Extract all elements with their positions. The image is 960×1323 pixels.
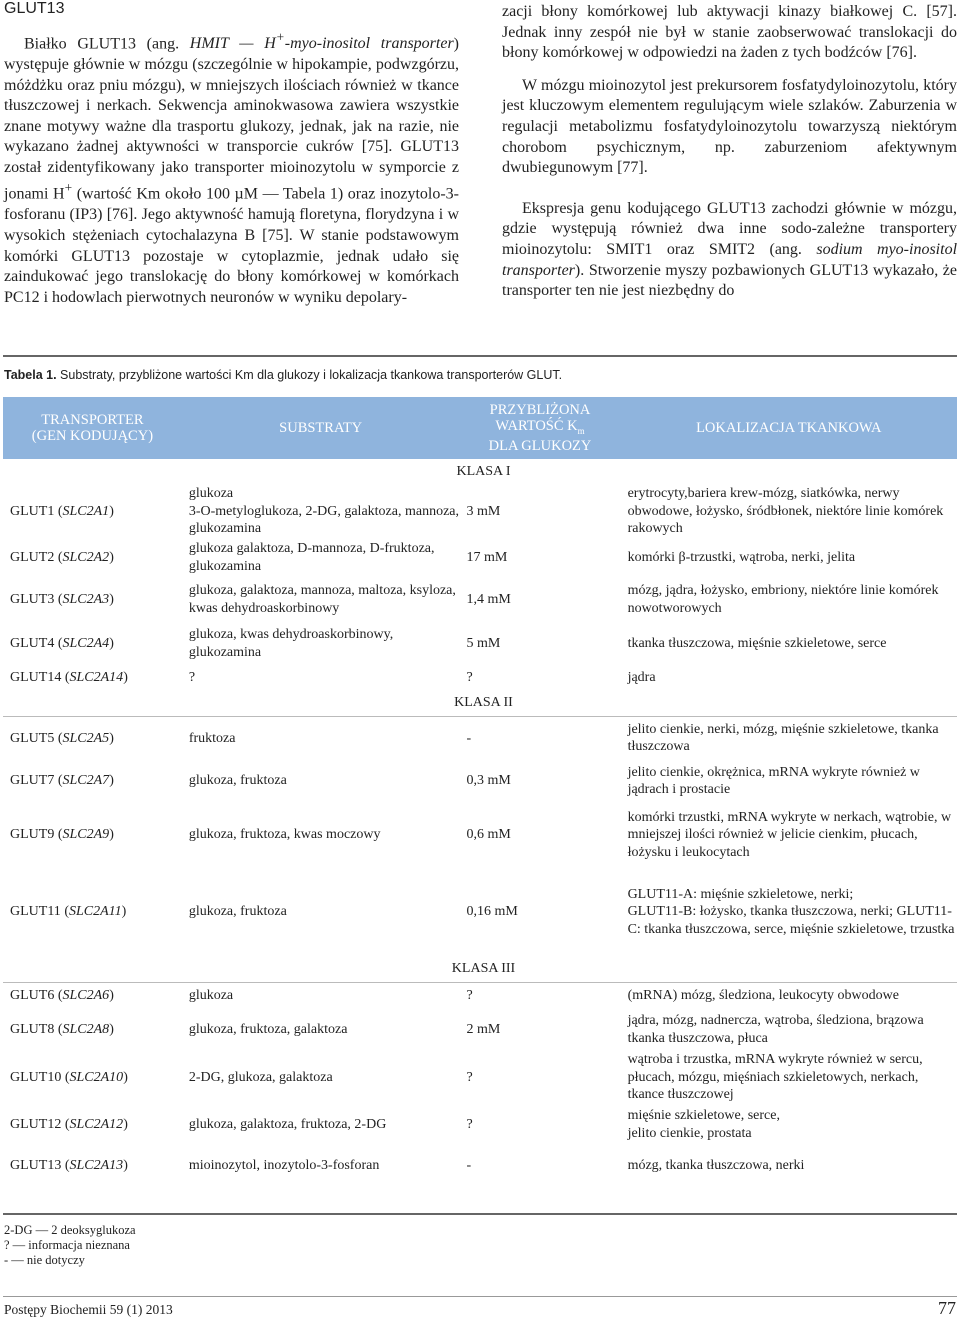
text-column-right [502, 2, 957, 302]
cell-location: jądra, mózg, nadnercza, wątroba, śledziona, brązowa tkanka tłuszczowa, płuca [627, 1013, 924, 1046]
cell-location: komórki trzustki, mRNA wykryte w nerkach, wątrobie, w mniejszej ilości również w jelicie cienkim, płucach, łożysku i leukocytach [627, 809, 952, 860]
table-row [3, 485, 957, 538]
cell-substrates: glukoza [182, 983, 460, 1009]
table-row [3, 1105, 957, 1145]
cell-location: (mRNA) mózg, śledziona, leukocyty obwodowe [621, 983, 957, 1009]
cell-substrates: glukoza, fruktoza [188, 904, 287, 920]
cell-transporter: GLUT3 (SLC2A3) [10, 591, 114, 607]
cell-substrates: mioinozytol, inozytolo-3-fosforan [188, 1157, 380, 1173]
cell-km: ? [466, 1116, 473, 1132]
page-number: 77 [938, 1298, 956, 1318]
footnote: - — nie dotyczy [4, 1253, 85, 1267]
table-row [3, 802, 957, 868]
header-substraty: SUBSTRATY [182, 397, 460, 459]
cell-transporter: GLUT9 (SLC2A9) [10, 827, 114, 843]
table-row [3, 760, 957, 802]
journal-name: Postępy Biochemii 59 (1) 2013 [4, 1302, 173, 1317]
paragraph: W mózgu mioinozytol jest prekursorem fosfatydyloinozytolu, który jest kluczowym elementem regulującym wiele szlaków. Zaburzenia w regulacji metabolizmu fosfatydyloinozytolu towarzyszą niektórym chorobom psychicznym, np. zaburzeniom afektywnym dwubiegunowym [77]. [502, 76, 957, 177]
cell-km: 5 mM [466, 635, 501, 651]
cell-substrates: glukoza, kwas dehydroaskorbinowy, glukozamina [188, 627, 394, 660]
cell-substrates: ? [188, 669, 196, 685]
cell-substrates: glukoza 3-O-metyloglukoza, 2-DG, galaktoza, mannoza, glukozamina [188, 486, 460, 536]
cell-transporter: GLUT8 (SLC2A8) [10, 1021, 114, 1037]
cell-km: - [466, 1157, 472, 1173]
table-row [3, 1009, 957, 1051]
table-row [3, 578, 957, 622]
section-title: GLUT13 [4, 0, 65, 17]
cell-km: 3 mM [466, 503, 501, 519]
paragraph: Ekspresja genu kodującego GLUT13 zachodzi głównie w mózgu, gdzie występują również dwa inne sodo-zależne transportery mioinozytolu: SMIT1 oraz SMIT2 (ang. sodium myo-inositol transporter). Stworzenie myszy pozbawionych GLUT13 wykazało, że transporter ten nie jest niezbędny do [502, 199, 958, 300]
table-row [3, 538, 957, 578]
cell-substrates: glukoza, galaktoza, fruktoza, 2-DG [188, 1116, 387, 1132]
footnote: ? — informacja nieznana [4, 1238, 130, 1252]
cell-km: 0,6 mM [466, 827, 511, 843]
cell-transporter: GLUT7 (SLC2A7) [10, 773, 114, 789]
cell-transporter: GLUT10 (SLC2A10) [10, 1069, 128, 1085]
cell-location: mięśnie szkieletowe, serce, jelito cienkie, prostata [627, 1108, 780, 1141]
cell-transporter: GLUT2 (SLC2A2) [10, 549, 114, 565]
divider [3, 355, 957, 357]
cell-km: 17 mM [466, 549, 508, 565]
cell-km: ? [459, 983, 620, 1009]
table-row [3, 622, 957, 666]
text-column-left [4, 28, 459, 308]
cell-location: jądra [627, 669, 656, 685]
cell-location: tkanka tłuszczowa, mięśnie szkieletowe, serce [627, 635, 887, 651]
cell-location: erytrocyty,bariera krew-mózg, siatkówka, nerwy obwodowe, łożysko, śródbłonek, niektóre linie komórek rakowych [627, 486, 944, 536]
footnote: 2-DG — 2 deoksyglukoza [4, 1223, 136, 1237]
class-row [3, 956, 957, 983]
cell-km: 1,4 mM [466, 591, 511, 607]
paragraph: zacji błony komórkowej lub aktywacji kinazy białkowej C. [57]. Jednak inny zespół nie był w stanie zaobserwować translokacji do błony komórkowej w odpowiedzi na żaden z tych bodźców [76]. [502, 3, 957, 62]
cell-substrates: fruktoza [182, 716, 460, 760]
divider [3, 1213, 957, 1215]
cell-location: mózg, tkanka tłuszczowa, nerki [627, 1157, 805, 1173]
cell-km: ? [466, 669, 473, 685]
class-label: KLASA II [454, 694, 513, 710]
header-km: PRZYBLIŻONA WARTOŚĆ $K_m$ DLA GLUKOZY [459, 397, 620, 459]
cell-substrates: 2-DG, glukoza, galaktoza [188, 1069, 333, 1085]
header-lokalizacja: LOKALIZACJA TKANKOWA [621, 397, 957, 459]
cell-substrates: glukoza, galaktoza, mannoza, maltoza, ksyloza, kwas dehydroaskorbinowy [188, 583, 456, 616]
table-row [3, 666, 957, 690]
cell-transporter: GLUT4 (SLC2A4) [10, 635, 114, 651]
class-label: KLASA I [456, 464, 511, 480]
cell-substrates: glukoza galaktoza, D-mannoza, D-fruktoza, glukozamina [188, 541, 435, 574]
cell-substrates: glukoza, fruktoza [188, 773, 287, 789]
cell-location: komórki β-trzustki, wątroba, nerki, jelita [627, 549, 856, 565]
cell-location: jelito cienkie, nerki, mózg, mięśnie szkieletowe, tkanka tłuszczowa [621, 716, 957, 760]
table-row [3, 1145, 957, 1187]
class-label: KLASA III [451, 961, 516, 977]
class-row [3, 459, 957, 485]
cell-transporter: GLUT5 (SLC2A5) [3, 716, 182, 760]
cell-km: 0,16 mM [466, 904, 518, 920]
footnotes [4, 1223, 136, 1268]
table-row [3, 983, 957, 1009]
table-caption: Tabela 1. Substraty, przybliżone wartości Km dla glukozy i lokalizacja tkankowa transporterów GLUT. [4, 368, 563, 382]
cell-location: GLUT11-A: mięśnie szkieletowe, nerki; GLUT11-B: łożysko, tkanka tłuszczowa, nerki; GLUT11-C: tkanka tłuszczowa, serce, mięśnie szkieletowe, trzustka [627, 886, 955, 937]
cell-location: jelito cienkie, okrężnica, mRNA wykryte również w jądrach i prostacie [627, 764, 920, 797]
table-body [3, 459, 957, 1187]
cell-transporter: GLUT12 (SLC2A12) [10, 1116, 128, 1132]
table-row [3, 868, 957, 956]
cell-transporter: GLUT14 (SLC2A14) [10, 669, 128, 685]
cell-km: ? [466, 1069, 473, 1085]
cell-location: mózg, jądra, łożysko, embriony, niektóre linie komórek nowotworowych [627, 583, 939, 616]
cell-km: - [459, 716, 620, 760]
cell-location: wątroba i trzustka, mRNA wykryte również w sercu, płucach, mózgu, mięśniach szkieletowych, nerkach, tkance tłuszczowej [627, 1052, 923, 1103]
cell-substrates: glukoza, fruktoza, galaktoza [188, 1021, 348, 1037]
paragraph: Białko GLUT13 (ang. HMIT — H+-myo-inositol transporter) występuje głównie w mózgu (szczególnie w hipokampie, podwzgórzu, móżdżku oraz pniu mózgu), w mniejszych ilościach również w tkance tłuszczowej i nerkach. Sekwencja aminokwasowa zawiera wszystkie znane motywy ważne dla trasportu glukozy, jednak, jak na razie, nie wykazano żadnej aktywności w transporcie cukrów [75]. GLUT13 został zidentyfikowany jako transporter mioinozytolu w symporcie z jonami H+ (wartość Km około 100 µM — Tabela 1) oraz inozytolo-3-fosforanu (IP3) [76]. Jego aktywność hamują floretyna, florydzyna i w wysokich stężeniach cytochalazyna B [75]. W stanie podstawowym komórki GLUT13 pozostaje w cytoplazmie, jednak udało się zaindukować jego translokację do błony komórkowej w komórkach PC12 i hodowlach pierwotnych neuronów w wyniku depolary- [4, 30, 459, 306]
table-row [3, 716, 957, 760]
class-row [3, 690, 957, 717]
glut-table [3, 397, 957, 1187]
table-row [3, 1051, 957, 1105]
cell-transporter: GLUT1 (SLC2A1) [10, 503, 114, 519]
header-transporter: TRANSPORTER (GEN KODUJĄCY) [3, 397, 182, 459]
footer-divider [3, 1296, 957, 1297]
cell-km: 2 mM [466, 1021, 501, 1037]
cell-km: 0,3 mM [466, 773, 511, 789]
cell-transporter: GLUT11 (SLC2A11) [10, 904, 127, 920]
cell-transporter: GLUT13 (SLC2A13) [10, 1157, 128, 1173]
cell-transporter: GLUT6 (SLC2A6) [3, 983, 182, 1009]
cell-substrates: glukoza, fruktoza, kwas moczowy [188, 827, 381, 843]
